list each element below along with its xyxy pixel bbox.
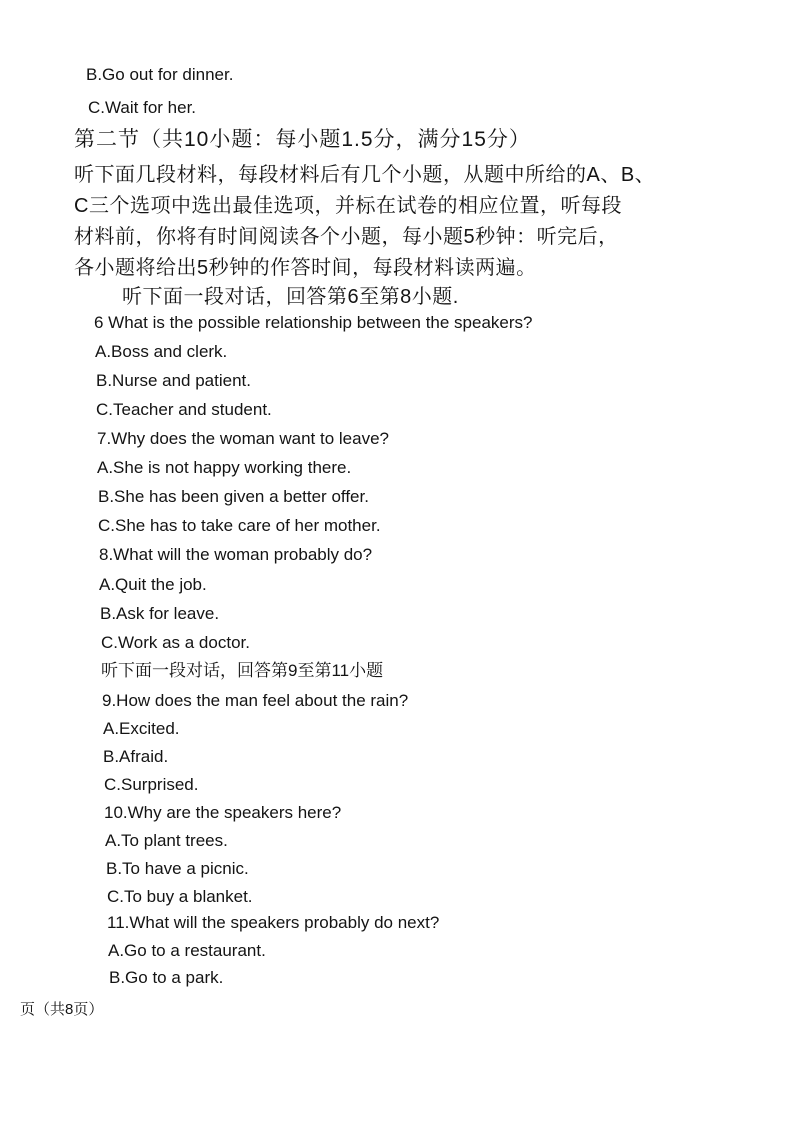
q6-option-a: A.Boss and clerk. — [95, 342, 228, 361]
q11-option-a: A.Go to a restaurant. — [108, 941, 266, 960]
dialogue-intro-6-8: 听下面一段对话，回答第6至第8小题. — [122, 286, 459, 308]
q7-option-c: C.She has to take care of her mother. — [98, 516, 381, 535]
question-10: 10.Why are the speakers here? — [104, 803, 342, 822]
instructions-line-3: 材料前，你将有时间阅读各个小题，每小题5秒钟：听完后， — [74, 226, 619, 248]
q6-option-c: C.Teacher and student. — [96, 400, 272, 419]
question-7: 7.Why does the woman want to leave? — [97, 429, 389, 448]
q10-option-b: B.To have a picnic. — [106, 859, 249, 878]
q10-option-c: C.To buy a blanket. — [107, 887, 253, 906]
instructions-line-1: 听下面几段材料，每段材料后有几个小题，从题中所给的A、B、 — [74, 164, 656, 186]
q9-option-b: B.Afraid. — [103, 747, 169, 766]
q7-option-a: A.She is not happy working there. — [97, 458, 352, 477]
q8-option-a: A.Quit the job. — [99, 575, 207, 594]
q11-option-b: B.Go to a park. — [109, 968, 224, 987]
q8-option-c: C.Work as a doctor. — [101, 633, 250, 652]
dialogue-intro-9-11: 听下面一段对话，回答第9至第11小题 — [101, 661, 384, 680]
q7-option-b: B.She has been given a better offer. — [98, 487, 369, 506]
question-6: 6 What is the possible relationship between the speakers? — [94, 313, 533, 332]
q10-option-a: A.To plant trees. — [105, 831, 228, 850]
q6-option-b: B.Nurse and patient. — [96, 371, 251, 390]
page-footer: 页（共8页） — [20, 1001, 104, 1018]
q9-option-c: C.Surprised. — [104, 775, 199, 794]
question-11: 11.What will the speakers probably do next? — [107, 913, 440, 932]
option-c-wait: C.Wait for her. — [88, 98, 197, 117]
q8-option-b: B.Ask for leave. — [100, 604, 220, 623]
instructions-line-4: 各小题将给出5秒钟的作答时间，每段材料读两遍。 — [74, 257, 537, 279]
question-8: 8.What will the woman probably do? — [99, 545, 373, 564]
question-9: 9.How does the man feel about the rain? — [102, 691, 409, 710]
option-b-dinner: B.Go out for dinner. — [86, 65, 234, 84]
section-heading: 第二节（共10小题：每小题1.5分，满分15分） — [74, 128, 531, 151]
instructions-line-2: C三个选项中选出最佳选项，并标在试卷的相应位置，听每段 — [74, 195, 622, 217]
q9-option-a: A.Excited. — [103, 719, 180, 738]
